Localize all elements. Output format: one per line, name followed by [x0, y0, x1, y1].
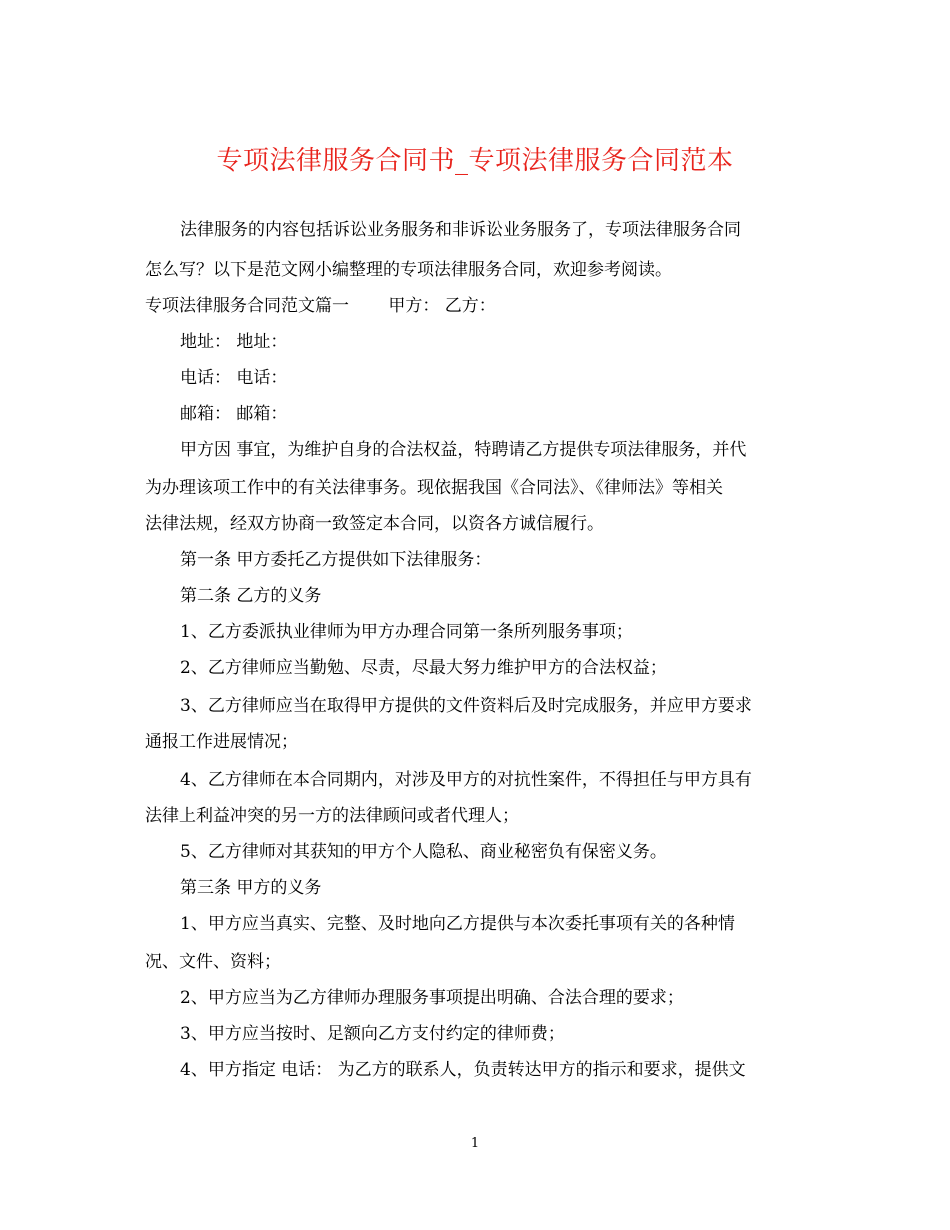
list-item: 5、乙方律师对其获知的甲方个人隐私、商业秘密负有保密义务。 [180, 842, 667, 862]
list-item-continuation: 法律上利益冲突的另一方的法律顾问或者代理人； [145, 806, 519, 826]
list-item-continuation: 况、文件、资料； [145, 952, 281, 972]
body-line: 法律服务的内容包括诉讼业务服务和非诉讼业务服务了，专项法律服务合同 [180, 220, 741, 240]
page-title: 专项法律服务合同书_专项法律服务合同范本 [216, 146, 734, 176]
list-item: 4、乙方律师在本合同期内，对涉及甲方的对抗性案件，不得担任与甲方具有 [180, 770, 752, 790]
body-line: 电话： 电话： [180, 368, 288, 388]
list-item-continuation: 通报工作进展情况； [145, 732, 298, 752]
page-number: 1 [470, 1136, 480, 1151]
list-item: 2、乙方律师应当勤勉、尽责，尽最大努力维护甲方的合法权益； [180, 658, 667, 678]
body-line: 专项法律服务合同范文篇一 甲方： 乙方： [145, 296, 496, 316]
section-heading: 第一条 甲方委托乙方提供如下法律服务： [180, 550, 492, 570]
body-line: 怎么写？以下是范文网小编整理的专项法律服务合同，欢迎参考阅读。 [145, 260, 672, 280]
body-line: 甲方因 事宜，为维护自身的合法权益，特聘请乙方提供专项法律服务，并代 [180, 440, 747, 460]
list-item: 2、甲方应当为乙方律师办理服务事项提出明确、合法合理的要求； [180, 988, 684, 1008]
list-item: 1、乙方委派执业律师为甲方办理合同第一条所列服务事项； [180, 622, 633, 642]
section-heading: 第三条 甲方的义务 [180, 878, 322, 898]
list-item: 3、乙方律师应当在取得甲方提供的文件资料后及时完成服务，并应甲方要求 [180, 696, 752, 716]
list-item: 4、甲方指定 电话： 为乙方的联系人，负责转达甲方的指示和要求，提供文 [180, 1060, 746, 1080]
body-line: 地址： 地址： [180, 332, 288, 352]
list-item: 3、甲方应当按时、足额向乙方支付约定的律师费； [180, 1024, 565, 1044]
body-line: 邮箱： 邮箱： [180, 404, 288, 424]
list-item: 1、甲方应当真实、完整、及时地向乙方提供与本次委托事项有关的各种情 [180, 914, 735, 934]
body-line: 为办理该项工作中的有关法律事务。现依据我国《合同法》、《律师法》等相关 [145, 478, 723, 498]
body-line: 法律法规，经双方协商一致签定本合同，以资各方诚信履行。 [145, 514, 604, 534]
section-heading: 第二条 乙方的义务 [180, 586, 322, 606]
